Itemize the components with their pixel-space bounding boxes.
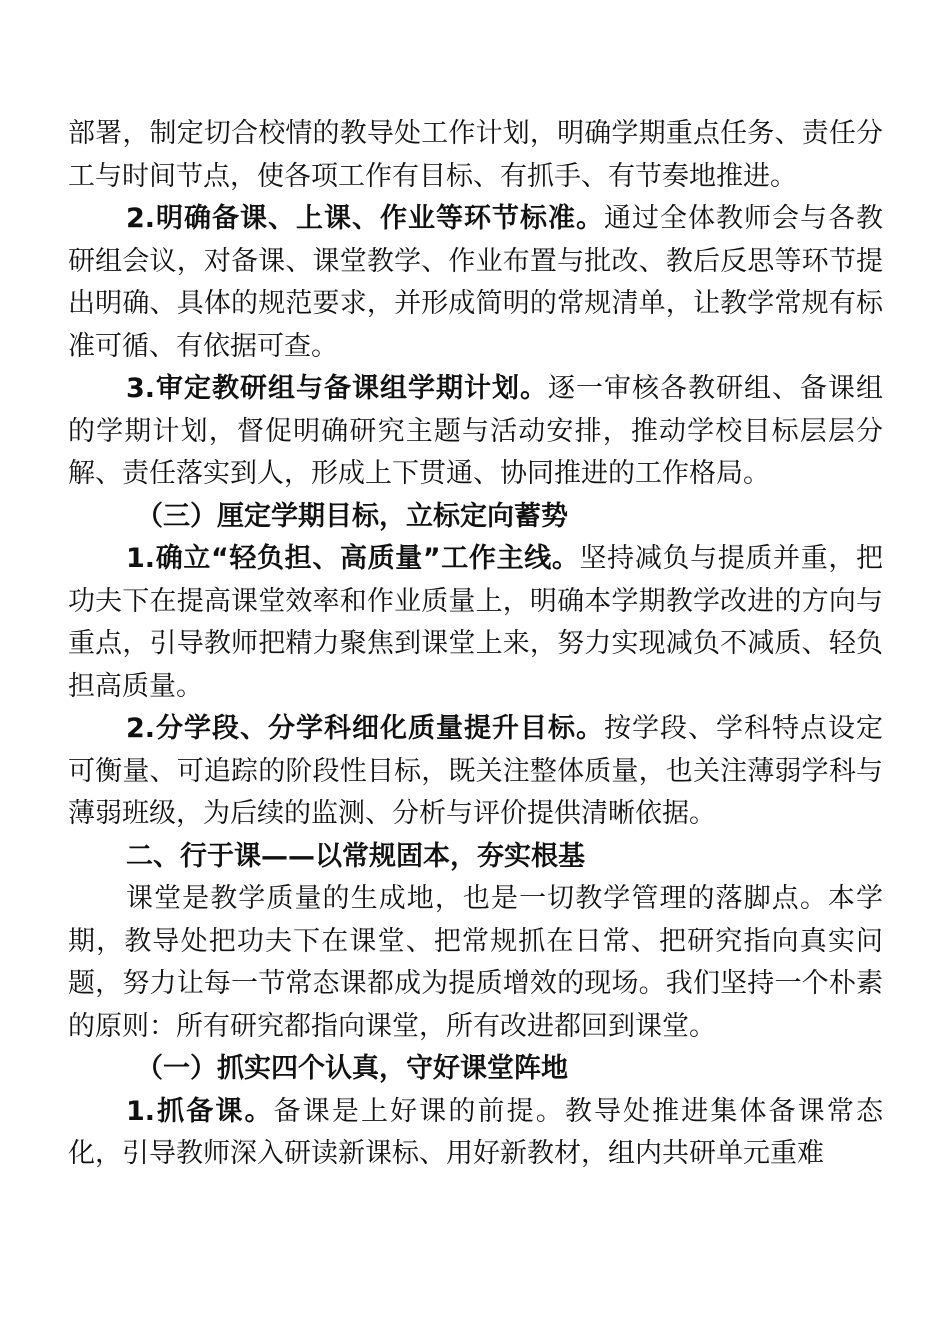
paragraph-lead: 2.分学段、分学科细化质量提升目标。 xyxy=(126,713,605,744)
paragraph-text: 课堂是教学质量的生成地，也是一切教学管理的落脚点。本学期，教导处把功夫下在课堂、把常规抓在日常、把研究指向真实问题，努力让每一节常态课都成为提质增效的现场。我们坚持一个朴素的原则：所有研究都指向课堂，所有改进都回到课堂。 xyxy=(68,883,883,1042)
section-heading-four-diligences: （一）抓实四个认真，守好课堂阵地 xyxy=(136,1053,568,1084)
paragraph-lesson-prep xyxy=(68,1091,883,1176)
paragraph-plan-review xyxy=(68,368,883,496)
paragraph-text: 坚持减负与提质并重，把功夫下在提高课堂效率和作业质量上，明确本学期教学改进的方向与重点，引导教师把精力聚焦到课堂上来，努力实现减负不减质、轻负担高质量。 xyxy=(68,543,883,702)
paragraph-lead: 3.审定教研组与备课组学期计划。 xyxy=(126,373,549,404)
paragraph-lead: 2.明确备课、上课、作业等环节标准。 xyxy=(126,203,605,234)
paragraph-text: 逐一审核各教研组、备课组的学期计划，督促明确研究主题与活动安排，推动学校目标层层分解、责任落实到人，形成上下贯通、协同推进的工作格局。 xyxy=(68,373,883,489)
paragraph-text: 通过全体教师会与各教研组会议，对备课、课堂教学、作业布置与批改、教后反思等环节提出明确、具体的规范要求，并形成简明的常规清单，让教学常规有标准可循、有依据可查。 xyxy=(68,203,883,362)
paragraph-main-line xyxy=(68,538,883,708)
paragraph-text: 按学段、学科特点设定可衡量、可追踪的阶段性目标，既关注整体质量，也关注薄弱学科与薄弱班级，为后续的监测、分析与评价提供清晰依据。 xyxy=(68,713,883,829)
paragraph-lead: 1.抓备课。 xyxy=(126,1095,274,1127)
paragraph-quality-targets xyxy=(68,708,883,836)
paragraph-lesson-standards xyxy=(68,198,883,368)
paragraph-classroom-intro xyxy=(68,878,883,1048)
document-page xyxy=(68,113,883,1176)
section-heading-goals: （三）厘定学期目标，立标定向蓄势 xyxy=(136,500,568,532)
paragraph-lead: 1.确立“轻负担、高质量”工作主线。 xyxy=(126,543,580,574)
paragraph-intro xyxy=(68,113,883,198)
paragraph-text: 部署，制定切合校情的教导处工作计划，明确学期重点任务、责任分工与时间节点，使各项工作有目标、有抓手、有节奏地推进。 xyxy=(68,118,883,192)
section-heading-classroom: 二、行于课——以常规固本，夯实根基 xyxy=(126,840,585,872)
paragraph-text: 备课是上好课的前提。教导处推进集体备课常态化，引导教师深入研读新课标、用好新教材，组内共研单元重难 xyxy=(68,1095,884,1169)
